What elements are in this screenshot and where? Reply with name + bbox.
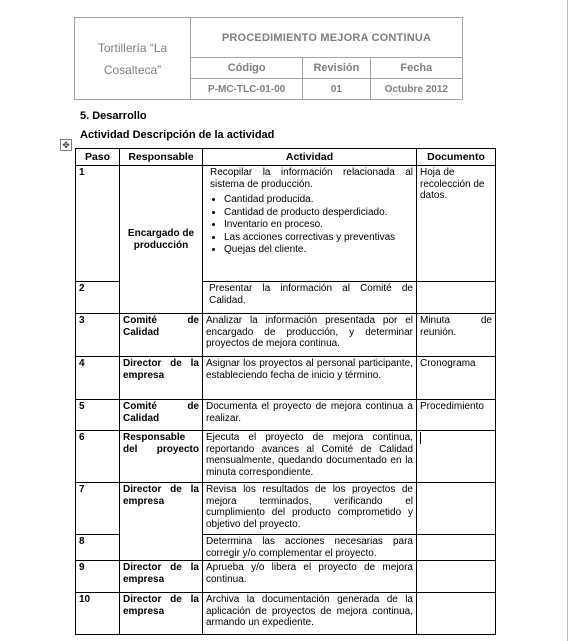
date-label: Fecha: [370, 58, 462, 79]
activity-cell: Archiva la documentación generada de la aplicación de proyectos de mejora continua, armando un expediente.: [203, 593, 417, 635]
step-number: 2: [76, 282, 120, 314]
page-edge: [567, 0, 568, 641]
responsible-cell: Comité de Calidad: [120, 400, 203, 431]
activity-cell: Ejecuta el proyecto de mejora continua, reportando avances al Comité de Calidad mensualmente, quedando documentado en la minuta correspondiente.: [203, 431, 417, 483]
step-number: 3: [76, 314, 120, 357]
responsible-cell: Director de la empresa: [120, 593, 203, 635]
document-cell: [417, 535, 496, 561]
column-header-actividad: Actividad: [203, 149, 417, 166]
header-table: [74, 17, 463, 100]
step-number: 9: [76, 561, 120, 593]
responsible-cell: Encargado de producción: [120, 166, 203, 314]
document-cell: Hoja de recolección de datos.: [417, 166, 496, 282]
section-heading: 5. Desarrollo: [80, 110, 147, 122]
table-row: [76, 314, 496, 357]
document-cell: Procedimiento: [417, 400, 496, 431]
column-header-responsable: Responsable: [120, 149, 203, 166]
step-number: 6: [76, 431, 120, 483]
document-cell: Minuta de reunión.: [417, 314, 496, 357]
bullet-item: • Quejas del cliente.: [224, 244, 413, 256]
table-row: [76, 400, 496, 431]
step-number: 8: [76, 535, 120, 561]
activity-cell: Asignar los proyectos al personal participante, estableciendo fecha de inicio y término.: [203, 357, 417, 400]
date-value: Octubre 2012: [370, 79, 462, 100]
company-name: Tortillería “La Cosalteca”: [75, 18, 191, 100]
responsible-cell: Comité de Calidad: [120, 314, 203, 357]
activity-cell: Determina las acciones necesarias para corregir y/o complementar el proyecto.: [203, 535, 417, 561]
responsible-cell: Director de la empresa: [120, 483, 203, 561]
bullet-item: • Cantidad de producto desperdiciado.: [224, 207, 413, 219]
step-number: 4: [76, 357, 120, 400]
table-move-handle-icon[interactable]: ✥: [60, 139, 72, 151]
document-cell: [417, 593, 496, 635]
responsible-cell: Director de la empresa: [120, 561, 203, 593]
activity-cell: Revisa los resultados de los proyectos de mejora terminados, verificando el cumplimiento del producto comprometido y objetivo del proyecto.: [203, 483, 417, 535]
bullet-item: • Cantidad producida.: [224, 194, 413, 206]
table-row: [76, 593, 496, 635]
table-row: [76, 483, 496, 535]
step-number: 7: [76, 483, 120, 535]
document-cell: Cronograma: [417, 357, 496, 400]
code-label: Código: [191, 58, 303, 79]
table-row: [76, 561, 496, 593]
table-row: [76, 431, 496, 483]
activity-bullet-list: [206, 194, 413, 256]
activity-cell: Analizar la información presentada por el encargado de producción, y determinar proyectos de mejora continua.: [203, 314, 417, 357]
step-number: 1: [76, 166, 120, 282]
table-row: [76, 166, 496, 282]
table-caption: Actividad Descripción de la actividad: [80, 129, 275, 141]
column-header-paso: Paso: [76, 149, 120, 166]
bullet-item: • Inventario en proceso.: [224, 219, 413, 231]
activity-cell: Documenta el proyecto de mejora continua a realizar.: [203, 400, 417, 431]
bullet-item: • Las acciones correctivas y preventivas: [224, 232, 413, 244]
activity-cell: Presentar la información al Comité de Calidad.: [203, 282, 417, 314]
document-cell[interactable]: [417, 431, 496, 483]
table-header-row: [76, 149, 496, 166]
revision-label: Revisión: [303, 58, 370, 79]
responsible-cell: Responsable del proyecto: [120, 431, 203, 483]
revision-value: 01: [303, 79, 370, 100]
document-cell: [417, 561, 496, 593]
column-header-documento: Documento: [417, 149, 496, 166]
step-number: 5: [76, 400, 120, 431]
code-value: P-MC-TLC-01-00: [191, 79, 303, 100]
text-cursor: [420, 432, 421, 444]
activity-cell: Aprueba y/o libera el proyecto de mejora continua.: [203, 561, 417, 593]
document-title: PROCEDIMIENTO MEJORA CONTINUA: [191, 18, 463, 58]
table-row: [76, 357, 496, 400]
document-cell: [417, 483, 496, 535]
activities-table: [75, 148, 496, 635]
activity-text: Recopilar la información relacionada al sistema de producción.: [210, 167, 413, 190]
activity-cell: [203, 166, 417, 282]
document-cell: [417, 282, 496, 314]
step-number: 10: [76, 593, 120, 635]
responsible-cell: Director de la empresa: [120, 357, 203, 400]
